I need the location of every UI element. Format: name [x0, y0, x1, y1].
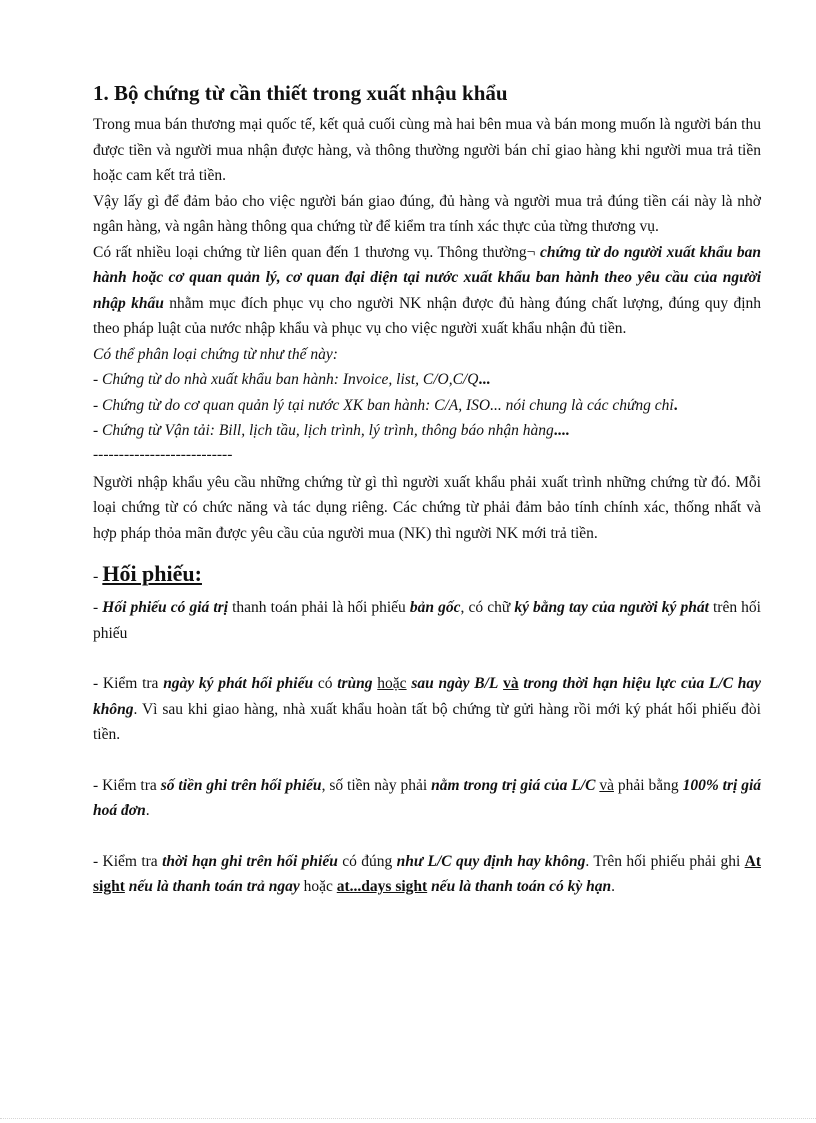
- bullet-original-draft: - Hối phiếu có giá trị thanh toán phải là hối phiếu bản gốc, có chữ ký bằng tay của người ký phát trên hối phiếu: [93, 599, 761, 642]
- section-heading-text: Hối phiếu:: [102, 561, 202, 586]
- bullet-issue-date: - Kiểm tra ngày ký phát hối phiếu có trùng hoặc sau ngày B/L và trong thời hạn hiệu lực của L/C hay không. Vì sau khi giao hàng, nhà xuất khẩu hoàn tất bộ chứng từ gửi hàng rồi mới ký phát hối phiếu đòi tiền.: [93, 675, 762, 743]
- intro-p3-text: Có rất nhiều loại chứng từ liên quan đến 1 thương vụ. Thông thường¬: [93, 243, 540, 261]
- section-heading: - Hối phiếu:: [93, 561, 202, 586]
- classify-item: - Chứng từ do nhà xuất khẩu ban hành: Invoice, list, C/O,C/Q...: [93, 371, 491, 388]
- document-title: 1. Bộ chứng từ cần thiết trong xuất nhậu khẩu: [93, 81, 508, 105]
- separator-dashes: ---------------------------: [93, 445, 233, 463]
- spacer: [93, 824, 761, 849]
- spacer: [93, 748, 761, 773]
- requirement-paragraph: Người nhập khẩu yêu cầu những chứng từ gì thì người xuất khẩu phải xuất trình những chứng từ đó. Mỗi loại chứng từ có chức năng và tác dụng riêng. Các chứng từ phải đảm bảo tính chính xác, thống nhất và hợp pháp thỏa mãn được yêu cầu của người mua (NK) thì người NK mới trả tiền.: [93, 473, 761, 542]
- page-bottom-border: [0, 1118, 816, 1120]
- intro-paragraph-2: Vậy lấy gì để đảm bảo cho việc người bán giao đúng, đủ hàng và người mua trả đúng tiền cái này là nhờ ngân hàng, và ngân hàng thông qua chứng từ để kiểm tra tính xác thực của từng thương vụ.: [93, 192, 761, 235]
- intro-paragraph-1: Trong mua bán thương mại quốc tế, kết quả cuối cùng mà hai bên mua và bán mong muốn là người bán thu được tiền và người mua nhận được hàng, và thông thường người bán chỉ giao hàng khi người mua trả tiền hoặc cam kết trả tiền.: [93, 116, 761, 184]
- classify-heading: Có thể phân loại chứng từ như thế này:: [93, 345, 338, 363]
- bullet-tenor: - Kiểm tra thời hạn ghi trên hối phiếu có đúng như L/C quy định hay không. Trên hối phiếu phải ghi At sight nếu là thanh toán trả ngay hoặc at...days sight nếu là thanh toán có kỳ hạn.: [93, 852, 761, 895]
- classify-item: - Chứng từ do cơ quan quản lý tại nước XK ban hành: C/A, ISO... nói chung là các chứng chỉ.: [93, 396, 678, 414]
- bullet-amount: - Kiểm tra số tiền ghi trên hối phiếu, số tiền này phải nằm trong trị giá của L/C và phải bằng 100% trị giá hoá đơn.: [93, 776, 762, 819]
- document-page: [93, 80, 761, 900]
- spacer: [93, 646, 761, 671]
- intro-p3-emphasis: chứng từ do người xuất khẩu ban hành hoặc cơ quan quản lý, cơ quan đại diện tại nước xuất khẩu ban hành theo yêu cầu của người nhập khẩu: [93, 243, 761, 312]
- intro-paragraph-3: [93, 240, 761, 342]
- classify-item: - Chứng từ Vận tải: Bill, lịch tầu, lịch trình, lý trình, thông báo nhận hàng....: [93, 422, 570, 439]
- intro-p3-rest: nhằm mục đích phục vụ cho người NK nhận được đủ hàng đúng chất lượng, đúng quy định theo pháp luật của nước nhập khẩu và phục vụ cho việc người xuất khẩu nhận đủ tiền.: [93, 294, 762, 337]
